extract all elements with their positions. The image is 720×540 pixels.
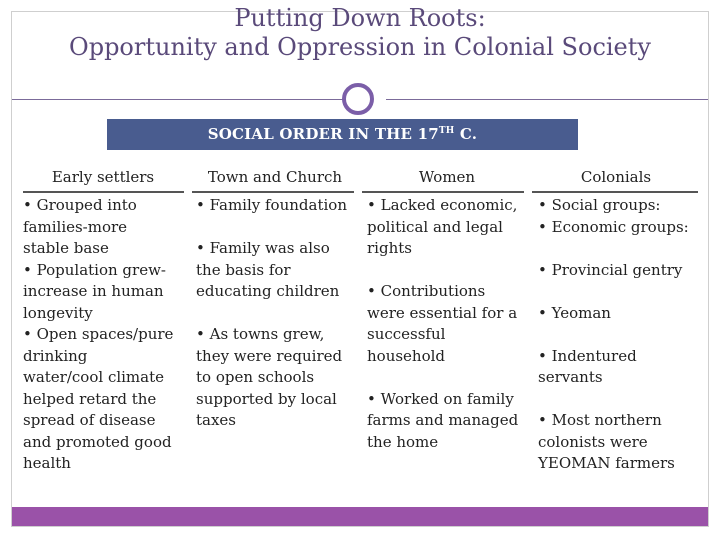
banner-suffix: C. [454, 125, 478, 143]
title-line-2: Opportunity and Oppression in Colonial Society [69, 33, 651, 61]
banner-superscript: TH [438, 126, 455, 136]
table-header-row [12, 163, 708, 191]
column-header-town-and-church: Town and Church [207, 168, 343, 186]
title-line-1: Putting Down Roots: [234, 4, 486, 32]
column-header-colonials: Colonials [580, 168, 652, 186]
divider-left [12, 99, 348, 100]
column-header-women: Women [418, 168, 476, 186]
slide-title [0, 4, 720, 62]
column-body-town-and-church: • Family foundation • Family was also the basis for educating children • As towns grew, they were required to open schools supported by local taxes [196, 196, 347, 429]
footer-accent-bar [12, 507, 708, 526]
column-body-women: • Lacked economic, political and legal rights • Contributions were essential for a successful household • Worked on family farms and managed the home [367, 196, 519, 451]
section-banner [107, 119, 578, 150]
header-underline-4 [532, 191, 698, 193]
header-underline-3 [362, 191, 524, 193]
header-underline-1 [23, 191, 184, 193]
divider-right [386, 99, 708, 100]
circle-ornament-icon [342, 83, 374, 115]
column-header-early-settlers: Early settlers [51, 168, 155, 186]
column-body-early-settlers: • Grouped into families-more stable base • Population grew- increase in human longevity • Open spaces/pure drinking water/cool climate helped retard the spread of disease and promoted good health [23, 196, 174, 472]
column-body-colonials: • Social groups: • Economic groups: • Provincial gentry • Yeoman • Indentured servants • Most northern colonists were YEOMAN farmers [538, 196, 689, 472]
header-underline-2 [192, 191, 354, 193]
banner-text: SOCIAL ORDER IN THE 17 [207, 125, 439, 143]
